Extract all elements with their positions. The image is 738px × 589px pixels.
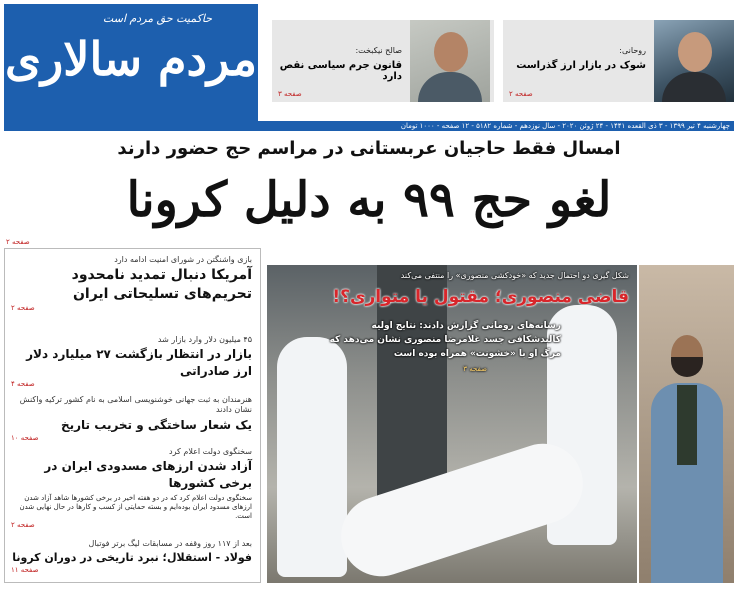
news-kicker: بعد از ۱۱۷ روز وقفه در مسابقات لیگ برتر فوتبال <box>88 539 252 548</box>
teaser-headline: شوک در بازار ارز گذراست <box>516 60 646 71</box>
photo-page: صفحه ۳ <box>463 365 487 373</box>
teaser-page: صفحه ۲ <box>509 90 533 98</box>
news-body: سخنگوی دولت اعلام کرد که در دو هفته اخیر در برخی کشورها شاهد آزاد شدن ارزهای مسدود ایران بوده‌ایم و بسته حمایتی از کسب و کارها در حال نهایی شدن است. <box>19 494 252 520</box>
main-kicker: امسال فقط حاجیان عربستانی در مراسم حج حضور دارند <box>117 138 621 159</box>
news-page: صفحه ۲ <box>11 304 35 312</box>
news-headline: فولاد - استقلال؛ نبرد تاریخی در دوران کرونا <box>12 551 252 564</box>
left-column <box>4 248 261 583</box>
teaser-photo <box>410 20 490 102</box>
news-headline: بازار در انتظار بازگشت ۲۷ میلیارد دلار ارز صادراتی <box>26 347 252 378</box>
teaser-nikbakht[interactable] <box>272 20 494 102</box>
teaser-headline: قانون جرم سیاسی نقص دارد <box>279 60 402 82</box>
news-item[interactable] <box>11 539 252 574</box>
photo-story[interactable] <box>267 265 637 583</box>
left-column-page: صفحه ۲ <box>6 238 30 246</box>
news-kicker: سخنگوی دولت اعلام کرد <box>169 447 252 456</box>
masthead-logo <box>4 4 258 122</box>
photo-headline: قاضی منصوری؛ مقتول یا متواری؟! <box>332 287 629 307</box>
news-kicker: ۴۵ میلیون دلار وارد بازار شد <box>157 335 252 344</box>
news-page: صفحه ۱۱ <box>11 566 39 574</box>
photo-sub-3: مرگ او با «خشونت» همراه بوده است <box>393 349 561 359</box>
news-page: صفحه ۲ <box>11 521 35 529</box>
teaser-label: روحانی: <box>619 46 646 55</box>
news-headline: یک شعار ساختگی و تخریب تاریخ <box>60 418 252 432</box>
portrait-photo <box>639 265 734 583</box>
teaser-page: صفحه ۳ <box>278 90 302 98</box>
masthead-name: مردم سالاری <box>4 32 257 86</box>
masthead-slogan: حاکمیت حق مردم است <box>102 12 212 25</box>
teaser-label: صالح نیکبخت: <box>355 46 402 55</box>
teaser-rouhani[interactable] <box>503 20 734 102</box>
news-item[interactable] <box>11 447 252 529</box>
main-headline[interactable]: لغو حج ۹۹ به دلیل کرونا <box>126 172 612 228</box>
body-bag <box>331 433 593 583</box>
photo-sub-2: کالبدشکافی جسد غلامرضا منصوری نشان می‌دهد که <box>329 335 561 345</box>
news-page: صفحه ۱۰ <box>11 434 39 442</box>
news-headline: آزاد شدن ارزهای مسدودی ایران در برخی کشورها <box>44 459 252 490</box>
photo-sub-1: رسانه‌های رومانی گزارش دادند: نتایج اولیه <box>371 321 561 331</box>
news-item[interactable] <box>11 255 252 312</box>
worker-figure-left <box>277 337 347 577</box>
news-item[interactable] <box>11 395 252 442</box>
news-kicker: هنرمندان به ثبت جهانی خوشنویسی اسلامی به نام کشور ترکیه واکنش نشان دادند <box>19 395 252 414</box>
teaser-photo <box>654 20 734 102</box>
news-headline: آمریکا دنبال تمدید نامحدود تحریم‌های تسلیحاتی ایران <box>71 267 252 302</box>
news-kicker: بازی واشنگتن در شورای امنیت ادامه دارد <box>114 255 252 264</box>
dateline: چهارشنبه ۴ تیر ۱۳۹۹ - ۳ ذی القعده ۱۴۴۱ - ۲۴ ژوئن ۲۰۲۰ - سال نوزدهم - شماره ۵۱۸۲ - ۱۲ صفحه - ۱۰۰۰ تومان <box>4 121 734 131</box>
photo-kicker: شکل گیری دو احتمال جدید که «خودکشی منصوری» را منتفی می‌کند <box>400 271 629 280</box>
news-page: صفحه ۴ <box>11 380 35 388</box>
news-item[interactable] <box>11 335 252 388</box>
